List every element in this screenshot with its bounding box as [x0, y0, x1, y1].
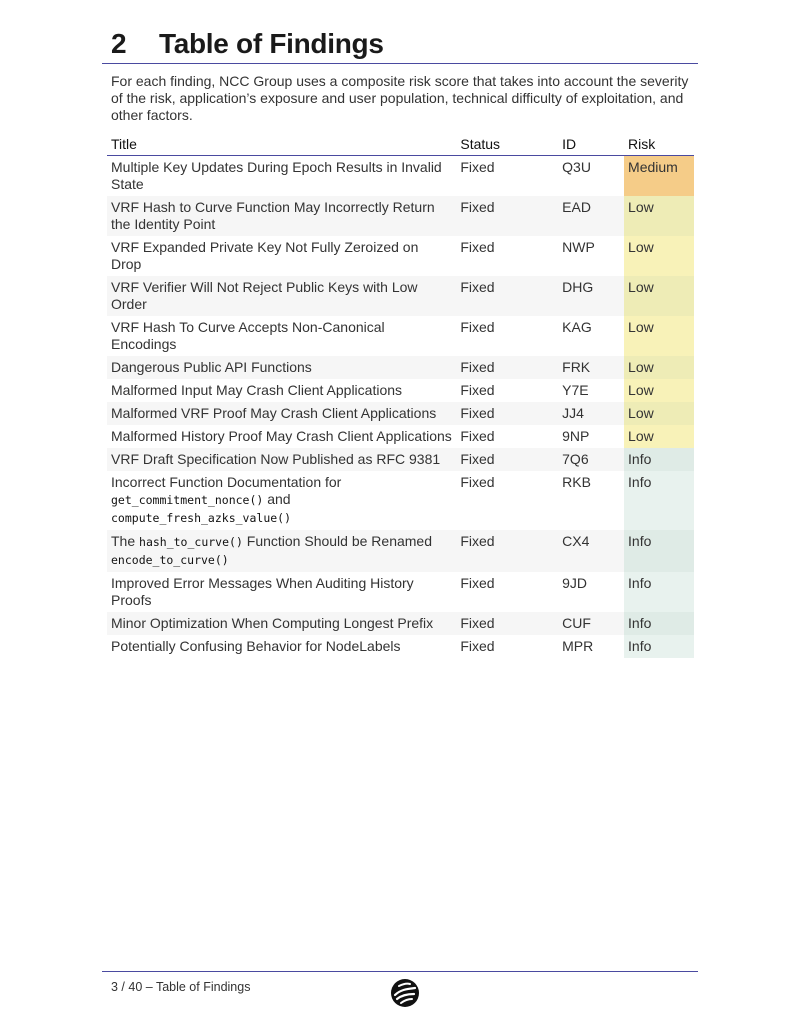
finding-id: DHG — [558, 276, 624, 316]
function-name-code: compute_fresh_azks_value() — [111, 511, 292, 525]
finding-title: VRF Verifier Will Not Reject Public Keys with Low Order — [107, 276, 456, 316]
footer-page-label: 3 / 40 – Table of Findings — [111, 980, 251, 994]
table-row — [107, 612, 694, 635]
header-title: Title — [107, 134, 456, 156]
table-row — [107, 425, 694, 448]
function-name-code: hash_to_curve() — [139, 535, 243, 549]
title-text: The — [111, 533, 140, 549]
finding-id: Q3U — [562, 159, 591, 175]
section-number: 2 — [111, 28, 127, 59]
finding-status: Fixed — [456, 356, 558, 379]
footer-rule — [102, 971, 698, 972]
table-row — [107, 276, 694, 316]
title-text: Function Should be Renamed — [242, 533, 432, 549]
finding-status: Fixed — [460, 319, 495, 335]
finding-id: FRK — [558, 356, 624, 379]
table-row — [107, 196, 694, 236]
finding-id: CUF — [558, 612, 624, 635]
finding-status: Fixed — [460, 474, 495, 490]
finding-id: EAD — [558, 196, 624, 236]
finding-title: Multiple Key Updates During Epoch Results in Invalid State — [111, 159, 442, 192]
title-text: and — [263, 491, 291, 507]
table-row — [107, 236, 694, 276]
finding-risk: Low — [624, 196, 694, 236]
finding-title — [107, 471, 456, 530]
header-risk: Risk — [624, 134, 694, 156]
finding-risk: Info — [624, 471, 694, 530]
header-status: Status — [456, 134, 558, 156]
table-header-row — [107, 134, 694, 156]
table-row — [107, 379, 694, 402]
finding-status: Fixed — [460, 159, 495, 175]
finding-id: RKB — [562, 474, 591, 490]
finding-risk: Medium — [624, 156, 694, 197]
table-row — [107, 530, 694, 572]
finding-risk: Low — [624, 276, 694, 316]
finding-risk: Info — [624, 572, 694, 612]
finding-status: Fixed — [456, 196, 558, 236]
finding-id: KAG — [562, 319, 592, 335]
finding-status: Fixed — [460, 382, 495, 398]
finding-title: Malformed VRF Proof May Crash Client Applications — [107, 402, 456, 425]
findings-table — [107, 134, 694, 658]
finding-status: Fixed — [456, 448, 558, 471]
table-row — [107, 316, 694, 356]
finding-id: 9JD — [562, 575, 588, 591]
finding-status: Fixed — [460, 239, 495, 255]
finding-title: VRF Expanded Private Key Not Fully Zeroized on Drop — [111, 239, 419, 272]
finding-status: Fixed — [456, 276, 558, 316]
table-row — [107, 156, 694, 197]
finding-title: Minor Optimization When Computing Longest Prefix — [107, 612, 456, 635]
finding-id: Y7E — [562, 382, 589, 398]
finding-risk: Low — [624, 316, 694, 356]
finding-title: VRF Hash To Curve Accepts Non-Canonical Encodings — [111, 319, 385, 352]
finding-id: NWP — [562, 239, 595, 255]
heading-rule — [102, 63, 698, 64]
finding-status: Fixed — [460, 638, 495, 654]
finding-id: MPR — [562, 638, 594, 654]
finding-title: VRF Draft Specification Now Published as RFC 9381 — [107, 448, 456, 471]
finding-id: 7Q6 — [558, 448, 624, 471]
finding-title — [107, 530, 456, 572]
table-row — [107, 402, 694, 425]
ncc-group-logo-icon — [390, 978, 420, 1008]
finding-risk: Low — [624, 356, 694, 379]
finding-risk: Info — [624, 612, 694, 635]
finding-risk: Low — [624, 379, 694, 402]
table-row — [107, 572, 694, 612]
finding-status: Fixed — [456, 530, 558, 572]
table-row — [107, 448, 694, 471]
finding-title: Potentially Confusing Behavior for NodeLabels — [111, 638, 401, 654]
header-id: ID — [558, 134, 624, 156]
table-row — [107, 356, 694, 379]
finding-status: Fixed — [460, 575, 495, 591]
title-text: Incorrect Function Documentation for — [111, 474, 342, 490]
function-name-code: encode_to_curve() — [111, 553, 229, 567]
finding-risk: Low — [624, 402, 694, 425]
finding-id: JJ4 — [558, 402, 624, 425]
finding-risk: Low — [624, 236, 694, 276]
finding-risk: Low — [624, 425, 694, 448]
finding-id: 9NP — [562, 428, 590, 444]
finding-status: Fixed — [456, 612, 558, 635]
intro-paragraph: For each finding, NCC Group uses a composite risk score that takes into account the severity of the risk, application’s exposure and user population, technical difficulty of exploitation, and other factors. — [111, 73, 689, 123]
finding-status: Fixed — [460, 428, 495, 444]
finding-title: Improved Error Messages When Auditing History Proofs — [111, 575, 414, 608]
finding-risk: Info — [624, 448, 694, 471]
finding-title: Dangerous Public API Functions — [107, 356, 456, 379]
finding-status: Fixed — [456, 402, 558, 425]
finding-title: Malformed History Proof May Crash Client Applications — [111, 428, 452, 444]
finding-title: VRF Hash to Curve Function May Incorrectly Return the Identity Point — [107, 196, 456, 236]
finding-risk: Info — [624, 530, 694, 572]
table-row — [107, 471, 694, 530]
table-row — [107, 635, 694, 658]
finding-risk: Info — [624, 635, 694, 658]
finding-title: Malformed Input May Crash Client Applications — [111, 382, 403, 398]
finding-id: CX4 — [558, 530, 624, 572]
section-heading — [111, 28, 697, 60]
function-name-code: get_commitment_nonce() — [111, 493, 264, 507]
section-title: Table of Findings — [159, 28, 384, 59]
